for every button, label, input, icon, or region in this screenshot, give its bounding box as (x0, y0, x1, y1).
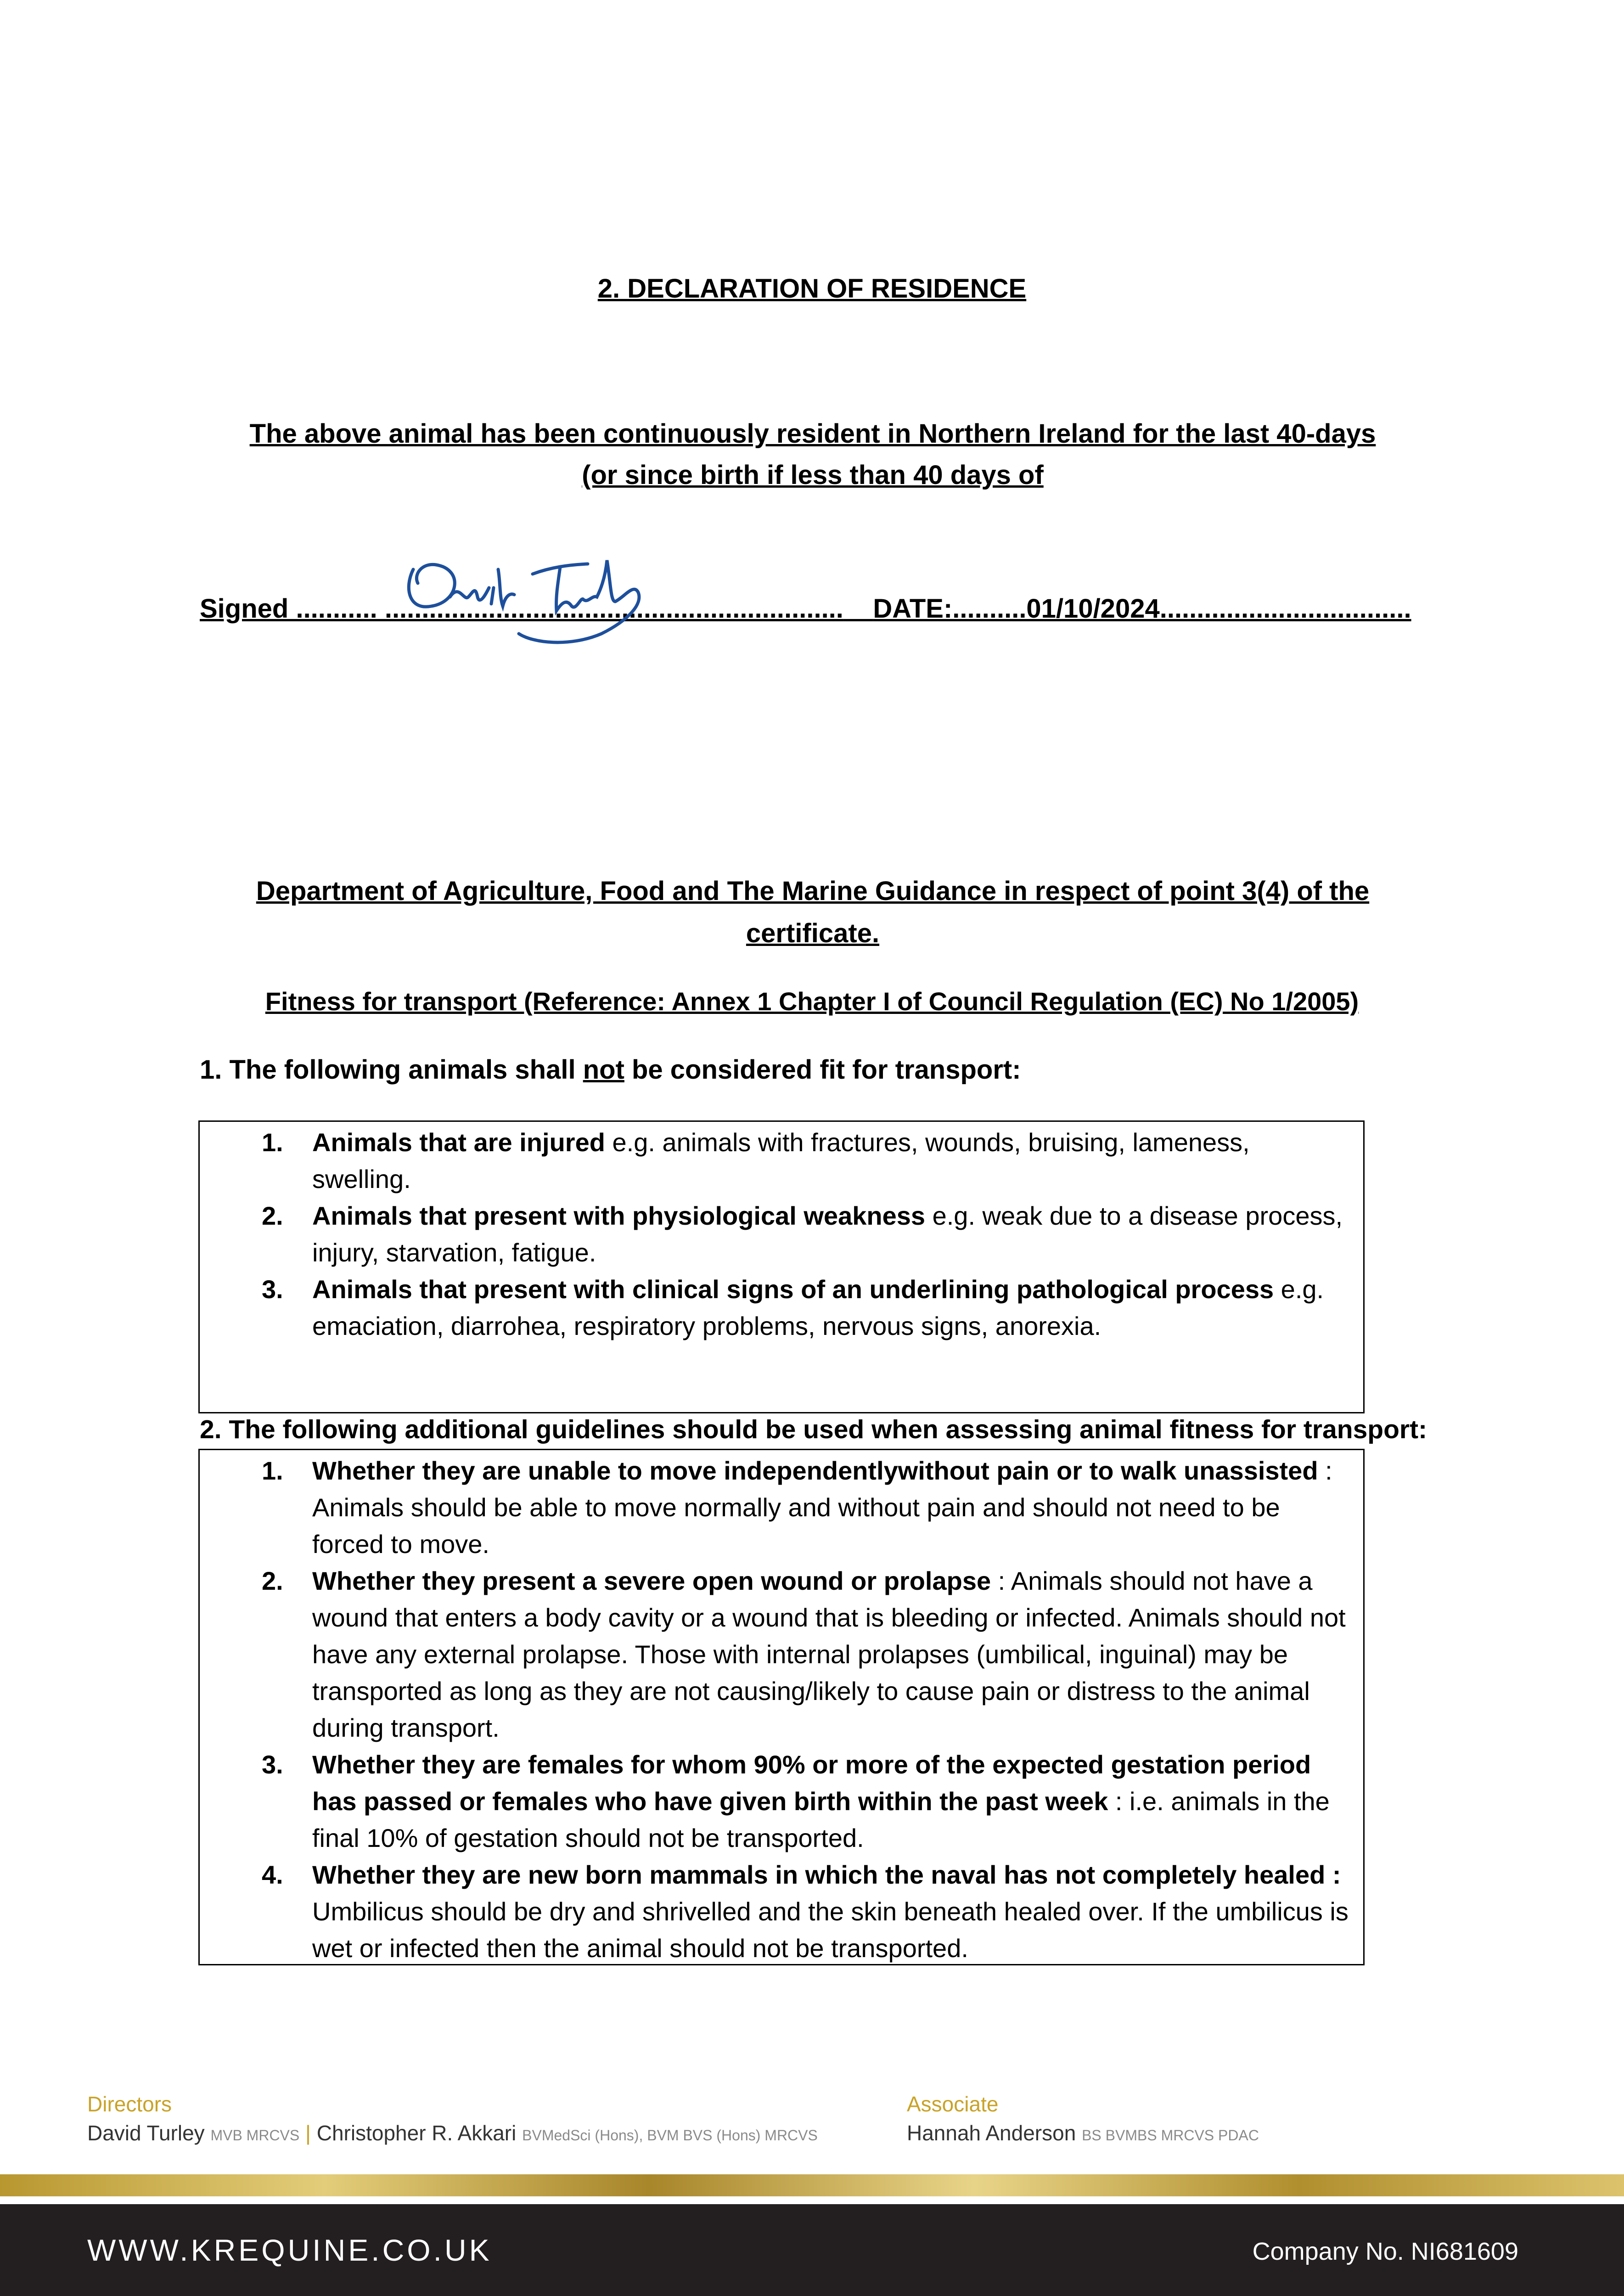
associate-label: Associate (907, 2092, 999, 2116)
item-number: 3. (262, 1750, 283, 1779)
company-number: Company No. NI681609 (1252, 2238, 1518, 2265)
list-item (200, 1198, 1363, 1271)
director1-credentials: MVB MRCVS (210, 2127, 300, 2144)
item-number: 2. (262, 1566, 283, 1595)
director2-name: Christopher R. Akkari (316, 2121, 517, 2145)
item-text: e.g. animals with fractures, wounds, bruising, lameness, swelling. (312, 1128, 1250, 1193)
item-bold: Animals that are injured (312, 1128, 605, 1157)
associate-name-line (907, 2121, 1259, 2145)
item-bold: Animals that present with physiological weakness (312, 1201, 926, 1230)
website-link[interactable]: WWW.KREQUINE.CO.UK (87, 2233, 492, 2267)
declaration-title: 2. DECLARATION OF RESIDENCE (597, 274, 1027, 304)
department-heading: Department of Agriculture, Food and The Marine Guidance in respect of point 3(4) of the certificate. (256, 876, 1370, 948)
item-text: Umbilicus should be dry and shrivelled and the skin beneath healed over. If the umbilicus is wet or infected then the animal should not be transported. (312, 1897, 1349, 1963)
footer-separator: | (305, 2121, 311, 2145)
residence-statement: The above animal has been continuously resident in Northern Ireland for the last 40-days (or since birth if less than 40 days of (249, 419, 1376, 490)
item-text: : Animals should not have a wound that enters a body cavity or a wound that is bleeding or infected. Animals should not have any external prolapse. Those with internal prolapses (umbilical, inguinal) may be transported as long as they are not causing/likely to cause pain or distress to the animal during transport. (312, 1566, 1346, 1742)
item-bold: Whether they present a severe open wound or prolapse (312, 1566, 991, 1595)
item-text: e.g. emaciation, diarrohea, respiratory problems, nervous signs, anorexia. (312, 1275, 1324, 1340)
list-item (200, 1124, 1363, 1198)
item-bold: Whether they are females for whom 90% or more of the expected gestation period has passed or females who have given birth within the past week (312, 1750, 1311, 1816)
list-item (200, 1746, 1363, 1857)
item-number: 1. (262, 1128, 283, 1157)
item-number: 1. (262, 1456, 283, 1485)
section1-box (198, 1120, 1365, 1413)
section1-heading-post: be considered fit for transport: (624, 1055, 1021, 1085)
list-item (200, 1271, 1363, 1345)
signature-line (200, 593, 1411, 624)
handwritten-signature (395, 542, 661, 652)
section2-list (200, 1452, 1363, 1967)
date-field: DATE:..........01/10/2024.................................. (873, 594, 1411, 624)
signed-label: Signed ........... .............................................................. (200, 594, 843, 624)
directors-label: Directors (87, 2092, 172, 2116)
item-text: : Animals should be able to move normally and without pain and should not need to be forced to move. (312, 1456, 1332, 1559)
section1-heading-not: not (583, 1055, 624, 1085)
section2-heading: 2. The following additional guidelines should be used when assessing animal fitness for transport: (200, 1415, 1427, 1444)
section1-list (200, 1124, 1363, 1345)
item-text: : i.e. animals in the final 10% of gestation should not be transported. (312, 1787, 1330, 1852)
associate-name: Hannah Anderson (907, 2121, 1076, 2145)
item-number: 2. (262, 1201, 283, 1230)
item-bold: Whether they are unable to move independentlywithout pain or to walk unassisted (312, 1456, 1318, 1485)
item-text: e.g. weak due to a disease process, injury, starvation, fatigue. (312, 1201, 1343, 1267)
section1-heading (200, 1054, 1021, 1085)
item-number: 3. (262, 1275, 283, 1304)
section1-heading-pre: 1. The following animals shall (200, 1055, 583, 1085)
list-item (200, 1452, 1363, 1563)
directors-names (87, 2121, 818, 2145)
fitness-heading: Fitness for transport (Reference: Annex 1 Chapter I of Council Regulation (EC) No 1/2005) (265, 987, 1359, 1016)
item-bold: Animals that present with clinical signs of an underlining pathological process (312, 1275, 1274, 1304)
section2-box (198, 1449, 1365, 1965)
list-item (200, 1857, 1363, 1967)
gold-band (0, 2174, 1624, 2196)
item-bold: Whether they are new born mammals in which the naval has not completely healed : (312, 1860, 1341, 1889)
list-item (200, 1563, 1363, 1746)
director1-name: David Turley (87, 2121, 205, 2145)
director2-credentials: BVMedSci (Hons), BVM BVS (Hons) MRCVS (522, 2127, 818, 2144)
item-number: 4. (262, 1860, 283, 1889)
associate-credentials: BS BVMBS MRCVS PDAC (1082, 2127, 1259, 2144)
